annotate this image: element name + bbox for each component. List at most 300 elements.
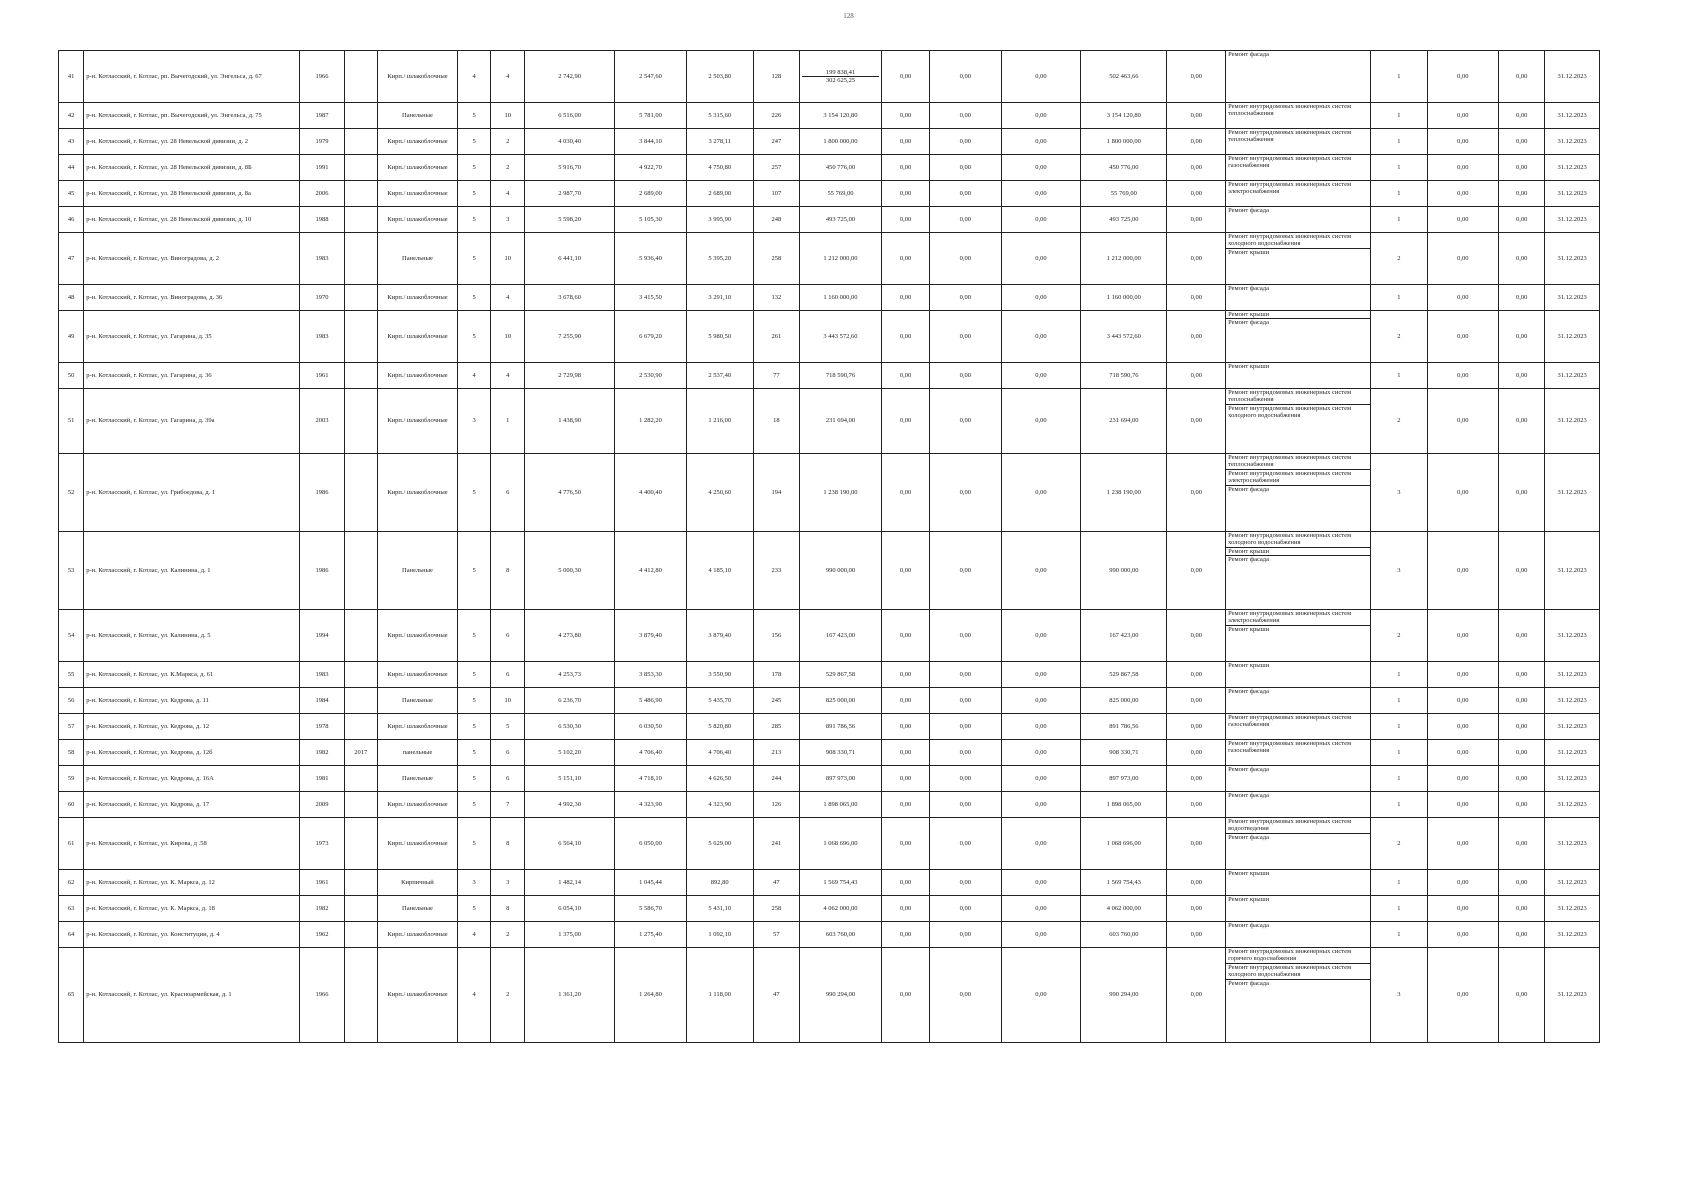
owner-funds-cell: 0,00	[1167, 233, 1226, 285]
premises-area-cell: 3 853,30	[615, 662, 686, 688]
premises-area-cell: 1 264,80	[615, 948, 686, 1043]
wall-material-cell: Кирп./ шлакоблочные	[378, 311, 458, 363]
budget-total-cell: 3 154 120,80	[1081, 103, 1167, 129]
budget-total-cell: 897 973,00	[1081, 766, 1167, 792]
federal-funds-cell: 0,00	[881, 129, 929, 155]
works-cell	[1226, 688, 1371, 714]
address-cell: р-н. Котласский, г. Котлас, рп. Вычегодский, ул. Энгельса, д. 75	[84, 103, 300, 129]
total-area-cell: 1 375,00	[525, 922, 615, 948]
fund-cell	[800, 766, 882, 792]
living-area-cell: 1 092,10	[686, 922, 753, 948]
budget-total-cell: 450 776,00	[1081, 155, 1167, 181]
floors-cell: 5	[457, 792, 491, 818]
floors-cell: 5	[457, 155, 491, 181]
fund-cell	[800, 311, 882, 363]
entrances-cell: 6	[491, 740, 525, 766]
residents-cell: 126	[753, 792, 799, 818]
residents-cell: 258	[753, 896, 799, 922]
entrances-cell: 10	[491, 688, 525, 714]
budget-total-cell: 1 569 754,43	[1081, 870, 1167, 896]
floors-cell: 5	[457, 766, 491, 792]
floors-cell: 5	[457, 129, 491, 155]
residents-cell: 156	[753, 610, 799, 662]
commission-year-cell: 1987	[300, 103, 344, 129]
work-item: Ремонт внутридомовых инженерных систем теплоснабжения	[1228, 103, 1352, 118]
last-repair-year-cell	[344, 610, 378, 662]
living-area-cell: 5 395,20	[686, 233, 753, 285]
last-repair-year-cell	[344, 766, 378, 792]
local-funds-cell: 0,00	[1001, 948, 1081, 1043]
regional-funds-cell: 0,00	[930, 155, 1001, 181]
local-funds-cell: 0,00	[1001, 766, 1081, 792]
unit-cost-cell: 0,00	[1427, 766, 1498, 792]
federal-funds-cell: 0,00	[881, 896, 929, 922]
owner-funds-cell: 0,00	[1167, 792, 1226, 818]
living-area-cell: 3 278,11	[686, 129, 753, 155]
deadline-cell: 31.12.2023	[1545, 870, 1600, 896]
works-cell	[1226, 896, 1371, 922]
address-cell: р-н. Котласский, г. Котлас, ул. Калинина, д. 1	[84, 532, 300, 610]
deadline-cell: 31.12.2023	[1545, 207, 1600, 233]
work-item: Ремонт крыши	[1226, 548, 1370, 556]
address-cell: р-н. Котласский, г. Котлас, ул. Конституции, д. 4	[84, 922, 300, 948]
floors-cell: 5	[457, 207, 491, 233]
total-area-cell: 2 729,98	[525, 363, 615, 389]
work-item: Ремонт фасада	[1228, 766, 1270, 773]
table-row	[59, 311, 1600, 363]
floors-cell: 5	[457, 714, 491, 740]
table-row	[59, 51, 1600, 103]
commission-year-cell: 1966	[300, 948, 344, 1043]
last-repair-year-cell	[344, 51, 378, 103]
work-item: Ремонт крыши	[1228, 248, 1270, 256]
total-area-cell: 4 273,80	[525, 610, 615, 662]
premises-area-cell: 4 922,70	[615, 155, 686, 181]
wall-material-cell: Панельные	[378, 532, 458, 610]
row-number: 56	[59, 688, 84, 714]
table-row	[59, 740, 1600, 766]
table-row	[59, 922, 1600, 948]
fund-cell	[800, 363, 882, 389]
unit-cost-cell: 0,00	[1427, 389, 1498, 454]
table-row	[59, 766, 1600, 792]
owner-funds-cell: 0,00	[1167, 948, 1226, 1043]
owner-funds-cell: 0,00	[1167, 532, 1226, 610]
fund-value: 908 330,71	[825, 748, 856, 756]
total-area-cell: 5 000,30	[525, 532, 615, 610]
last-repair-year-cell	[344, 454, 378, 532]
local-funds-cell: 0,00	[1001, 285, 1081, 311]
budget-total-cell: 1 212 000,00	[1081, 233, 1167, 285]
last-repair-year-cell	[344, 103, 378, 129]
premises-area-cell: 4 412,80	[615, 532, 686, 610]
work-item: Ремонт внутридомовых инженерных систем холодного водоснабжения	[1226, 964, 1370, 980]
living-area-cell: 5 315,60	[686, 103, 753, 129]
deadline-cell: 31.12.2023	[1545, 103, 1600, 129]
works-cell	[1226, 454, 1371, 532]
local-funds-cell: 0,00	[1001, 714, 1081, 740]
budget-total-cell: 825 000,00	[1081, 688, 1167, 714]
residents-cell: 47	[753, 948, 799, 1043]
limit-cost-cell: 0,00	[1499, 454, 1545, 532]
floors-cell: 3	[457, 389, 491, 454]
regional-funds-cell: 0,00	[930, 766, 1001, 792]
work-item: Ремонт внутридомовых инженерных систем электроснабжения	[1226, 610, 1370, 626]
fund-value: 718 590,76	[825, 371, 856, 379]
regional-funds-cell: 0,00	[930, 532, 1001, 610]
entrances-cell: 2	[491, 155, 525, 181]
commission-year-cell: 1966	[300, 51, 344, 103]
row-number: 46	[59, 207, 84, 233]
works-count-cell: 1	[1371, 285, 1428, 311]
regional-funds-cell: 0,00	[930, 662, 1001, 688]
address-cell: р-н. Котласский, г. Котлас, ул. Кирова, д .58	[84, 818, 300, 870]
unit-cost-cell: 0,00	[1427, 129, 1498, 155]
residents-cell: 47	[753, 870, 799, 896]
wall-material-cell: панельные	[378, 740, 458, 766]
commission-year-cell: 2006	[300, 181, 344, 207]
row-number: 65	[59, 948, 84, 1043]
commission-year-cell: 1962	[300, 922, 344, 948]
fund-value: 990 294,00	[825, 991, 856, 999]
works-count-cell: 1	[1371, 792, 1428, 818]
wall-material-cell: Панельные	[378, 766, 458, 792]
fund-cell	[800, 948, 882, 1043]
works-cell	[1226, 389, 1371, 454]
limit-cost-cell: 0,00	[1499, 948, 1545, 1043]
residents-cell: 233	[753, 532, 799, 610]
local-funds-cell: 0,00	[1001, 922, 1081, 948]
work-item: Ремонт фасада	[1228, 207, 1270, 214]
unit-cost-cell: 0,00	[1427, 285, 1498, 311]
premises-area-cell: 2 547,60	[615, 51, 686, 103]
living-area-cell: 3 291,10	[686, 285, 753, 311]
entrances-cell: 4	[491, 363, 525, 389]
works-cell	[1226, 948, 1371, 1043]
wall-material-cell: Панельные	[378, 688, 458, 714]
limit-cost-cell: 0,00	[1499, 233, 1545, 285]
wall-material-cell: Кирп./ шлакоблочные	[378, 363, 458, 389]
commission-year-cell: 2003	[300, 389, 344, 454]
works-cell	[1226, 532, 1371, 610]
wall-material-cell: Кирп./ шлакоблочные	[378, 610, 458, 662]
budget-total-cell: 1 160 000,00	[1081, 285, 1167, 311]
limit-cost-cell: 0,00	[1499, 155, 1545, 181]
residents-cell: 257	[753, 155, 799, 181]
works-count-cell: 1	[1371, 714, 1428, 740]
address-cell: р-н. Котласский, г. Котлас, ул. Кедрова, д. 16А	[84, 766, 300, 792]
residents-cell: 178	[753, 662, 799, 688]
owner-funds-cell: 0,00	[1167, 311, 1226, 363]
premises-area-cell: 2 689,00	[615, 181, 686, 207]
work-item: Ремонт внутридомовых инженерных систем газоснабжения	[1228, 714, 1352, 729]
works-cell	[1226, 285, 1371, 311]
fund-cell	[800, 233, 882, 285]
row-number: 52	[59, 454, 84, 532]
total-area-cell: 4 776,50	[525, 454, 615, 532]
residents-cell: 258	[753, 233, 799, 285]
table-row	[59, 389, 1600, 454]
deadline-cell: 31.12.2023	[1545, 532, 1600, 610]
row-number: 47	[59, 233, 84, 285]
deadline-cell: 31.12.2023	[1545, 129, 1600, 155]
limit-cost-cell: 0,00	[1499, 740, 1545, 766]
table-row	[59, 155, 1600, 181]
commission-year-cell: 1988	[300, 207, 344, 233]
entrances-cell: 8	[491, 818, 525, 870]
floors-cell: 5	[457, 103, 491, 129]
residents-cell: 194	[753, 454, 799, 532]
fund-cell	[800, 181, 882, 207]
row-number: 58	[59, 740, 84, 766]
limit-cost-cell: 0,00	[1499, 818, 1545, 870]
table-row	[59, 714, 1600, 740]
local-funds-cell: 0,00	[1001, 233, 1081, 285]
fund-value: 897 973,00	[825, 774, 856, 782]
living-area-cell: 1 216,00	[686, 389, 753, 454]
unit-cost-cell: 0,00	[1427, 363, 1498, 389]
regional-funds-cell: 0,00	[930, 181, 1001, 207]
budget-total-cell: 1 800 000,00	[1081, 129, 1167, 155]
entrances-cell: 6	[491, 454, 525, 532]
total-area-cell: 4 253,73	[525, 662, 615, 688]
commission-year-cell: 1986	[300, 454, 344, 532]
local-funds-cell: 0,00	[1001, 870, 1081, 896]
works-count-cell: 1	[1371, 740, 1428, 766]
owner-funds-cell: 0,00	[1167, 766, 1226, 792]
total-area-cell: 4 030,40	[525, 129, 615, 155]
total-area-cell: 5 102,20	[525, 740, 615, 766]
commission-year-cell: 1970	[300, 285, 344, 311]
commission-year-cell: 1961	[300, 870, 344, 896]
address-cell: р-н. Котласский, г. Котлас, ул. Кедрова, д. 17	[84, 792, 300, 818]
federal-funds-cell: 0,00	[881, 454, 929, 532]
work-item: Ремонт внутридомовых инженерных систем холодного водоснабжения	[1226, 532, 1370, 548]
works-cell	[1226, 922, 1371, 948]
work-item: Ремонт внутридомовых инженерных систем горячего водоснабжения	[1226, 948, 1370, 964]
last-repair-year-cell	[344, 870, 378, 896]
table-row	[59, 662, 1600, 688]
premises-area-cell: 3 844,10	[615, 129, 686, 155]
works-cell	[1226, 870, 1371, 896]
limit-cost-cell: 0,00	[1499, 181, 1545, 207]
wall-material-cell: Кирп./ шлакоблочные	[378, 714, 458, 740]
total-area-cell: 5 916,70	[525, 155, 615, 181]
last-repair-year-cell	[344, 922, 378, 948]
work-item: Ремонт фасада	[1228, 51, 1270, 58]
residents-cell: 57	[753, 922, 799, 948]
federal-funds-cell: 0,00	[881, 792, 929, 818]
works-cell	[1226, 233, 1371, 285]
federal-funds-cell: 0,00	[881, 688, 929, 714]
floors-cell: 5	[457, 532, 491, 610]
works-cell	[1226, 740, 1371, 766]
deadline-cell: 31.12.2023	[1545, 714, 1600, 740]
works-cell	[1226, 51, 1371, 103]
entrances-cell: 4	[491, 285, 525, 311]
work-item: Ремонт фасада	[1228, 979, 1270, 987]
limit-cost-cell: 0,00	[1499, 610, 1545, 662]
residents-cell: 128	[753, 51, 799, 103]
deadline-cell: 31.12.2023	[1545, 740, 1600, 766]
limit-cost-cell: 0,00	[1499, 896, 1545, 922]
works-cell	[1226, 155, 1371, 181]
work-item: Ремонт внутридомовых инженерных систем газоснабжения	[1228, 740, 1352, 755]
works-cell	[1226, 181, 1371, 207]
regional-funds-cell: 0,00	[930, 714, 1001, 740]
fund-cell	[800, 51, 882, 103]
local-funds-cell: 0,00	[1001, 181, 1081, 207]
local-funds-cell: 0,00	[1001, 363, 1081, 389]
row-number: 62	[59, 870, 84, 896]
unit-cost-cell: 0,00	[1427, 688, 1498, 714]
fund-cell	[800, 155, 882, 181]
fund-value: 1 898 065,00	[823, 800, 858, 808]
fund-value: 450 776,00	[825, 163, 856, 171]
unit-cost-cell: 0,00	[1427, 207, 1498, 233]
commission-year-cell: 2009	[300, 792, 344, 818]
regional-funds-cell: 0,00	[930, 610, 1001, 662]
entrances-cell: 10	[491, 311, 525, 363]
entrances-cell: 2	[491, 922, 525, 948]
works-count-cell: 2	[1371, 818, 1428, 870]
last-repair-year-cell	[344, 896, 378, 922]
regional-funds-cell: 0,00	[930, 688, 1001, 714]
limit-cost-cell: 0,00	[1499, 207, 1545, 233]
owner-funds-cell: 0,00	[1167, 155, 1226, 181]
living-area-cell: 4 323,90	[686, 792, 753, 818]
work-item: Ремонт внутридомовых инженерных систем электроснабжения	[1228, 181, 1352, 196]
entrances-cell: 4	[491, 51, 525, 103]
limit-cost-cell: 0,00	[1499, 532, 1545, 610]
wall-material-cell: Кирп./ шлакоблочные	[378, 181, 458, 207]
residents-cell: 132	[753, 285, 799, 311]
fund-value: 231 694,00	[825, 417, 856, 425]
local-funds-cell: 0,00	[1001, 311, 1081, 363]
floors-cell: 5	[457, 610, 491, 662]
entrances-cell: 3	[491, 207, 525, 233]
last-repair-year-cell	[344, 714, 378, 740]
commission-year-cell: 1986	[300, 532, 344, 610]
works-count-cell: 1	[1371, 363, 1428, 389]
commission-year-cell: 1991	[300, 155, 344, 181]
works-count-cell: 2	[1371, 233, 1428, 285]
limit-cost-cell: 0,00	[1499, 662, 1545, 688]
work-item: Ремонт внутридомовых инженерных систем водоотведения	[1226, 818, 1370, 834]
local-funds-cell: 0,00	[1001, 818, 1081, 870]
fund-cell	[800, 740, 882, 766]
table-row	[59, 233, 1600, 285]
wall-material-cell: Кирпичный	[378, 870, 458, 896]
wall-material-cell: Кирп./ шлакоблочные	[378, 818, 458, 870]
table-row	[59, 792, 1600, 818]
unit-cost-cell: 0,00	[1427, 662, 1498, 688]
row-number: 61	[59, 818, 84, 870]
total-area-cell: 5 598,20	[525, 207, 615, 233]
floors-cell: 5	[457, 285, 491, 311]
local-funds-cell: 0,00	[1001, 740, 1081, 766]
work-item: Ремонт фасада	[1228, 833, 1270, 841]
residents-cell: 285	[753, 714, 799, 740]
entrances-cell: 5	[491, 714, 525, 740]
entrances-cell: 10	[491, 103, 525, 129]
budget-total-cell: 529 867,58	[1081, 662, 1167, 688]
budget-total-cell: 502 463,66	[1081, 51, 1167, 103]
work-item: Ремонт внутридомовых инженерных систем газоснабжения	[1228, 155, 1352, 170]
works-cell	[1226, 610, 1371, 662]
premises-area-cell: 4 718,10	[615, 766, 686, 792]
deadline-cell: 31.12.2023	[1545, 363, 1600, 389]
budget-total-cell: 231 694,00	[1081, 389, 1167, 454]
living-area-cell: 5 435,70	[686, 688, 753, 714]
owner-funds-cell: 0,00	[1167, 870, 1226, 896]
fund-cell	[800, 532, 882, 610]
unit-cost-cell: 0,00	[1427, 740, 1498, 766]
row-number: 50	[59, 363, 84, 389]
address-cell: р-н. Котласский, г. Котлас, ул. 28 Невельской дивизии, д. 2	[84, 129, 300, 155]
works-cell	[1226, 129, 1371, 155]
local-funds-cell: 0,00	[1001, 454, 1081, 532]
budget-total-cell: 891 786,56	[1081, 714, 1167, 740]
limit-cost-cell: 0,00	[1499, 129, 1545, 155]
address-cell: р-н. Котласский, г. Котлас, ул. 28 Невельской дивизии, д. 8а	[84, 181, 300, 207]
local-funds-cell: 0,00	[1001, 155, 1081, 181]
address-cell: р-н. Котласский, г. Котлас, ул. К. Маркса, д. 12	[84, 870, 300, 896]
regional-funds-cell: 0,00	[930, 233, 1001, 285]
floors-cell: 5	[457, 896, 491, 922]
local-funds-cell: 0,00	[1001, 662, 1081, 688]
total-area-cell: 6 441,10	[525, 233, 615, 285]
residents-cell: 245	[753, 688, 799, 714]
work-item: Ремонт фасада	[1228, 556, 1270, 564]
unit-cost-cell: 0,00	[1427, 532, 1498, 610]
address-cell: р-н. Котласский, г. Котлас, ул. Красноармейская, д. 1	[84, 948, 300, 1043]
unit-cost-cell: 0,00	[1427, 948, 1498, 1043]
federal-funds-cell: 0,00	[881, 766, 929, 792]
address-cell: р-н. Котласский, г. Котлас, ул. Грибоедова, д. 1	[84, 454, 300, 532]
living-area-cell: 5 431,10	[686, 896, 753, 922]
works-count-cell: 3	[1371, 454, 1428, 532]
page-number: 128	[843, 12, 854, 20]
budget-total-cell: 908 330,71	[1081, 740, 1167, 766]
deadline-cell: 31.12.2023	[1545, 766, 1600, 792]
floors-cell: 5	[457, 454, 491, 532]
table-row	[59, 363, 1600, 389]
floors-cell: 4	[457, 51, 491, 103]
last-repair-year-cell	[344, 532, 378, 610]
table-row	[59, 181, 1600, 207]
fund-value: 1 800 000,00	[823, 137, 858, 145]
local-funds-cell: 0,00	[1001, 532, 1081, 610]
limit-cost-cell: 0,00	[1499, 922, 1545, 948]
premises-area-cell: 5 936,40	[615, 233, 686, 285]
living-area-cell: 3 550,90	[686, 662, 753, 688]
table-row	[59, 896, 1600, 922]
commission-year-cell: 1983	[300, 662, 344, 688]
row-number: 41	[59, 51, 84, 103]
work-item: Ремонт крыши	[1228, 870, 1270, 877]
commission-year-cell: 1984	[300, 688, 344, 714]
total-area-cell: 6 236,70	[525, 688, 615, 714]
local-funds-cell: 0,00	[1001, 688, 1081, 714]
address-cell: р-н. Котласский, г. Котлас, ул. Калинина, д. 5	[84, 610, 300, 662]
works-count-cell: 1	[1371, 766, 1428, 792]
works-count-cell: 3	[1371, 532, 1428, 610]
total-area-cell: 6 530,30	[525, 714, 615, 740]
table-row	[59, 103, 1600, 129]
regional-funds-cell: 0,00	[930, 207, 1001, 233]
owner-funds-cell: 0,00	[1167, 662, 1226, 688]
